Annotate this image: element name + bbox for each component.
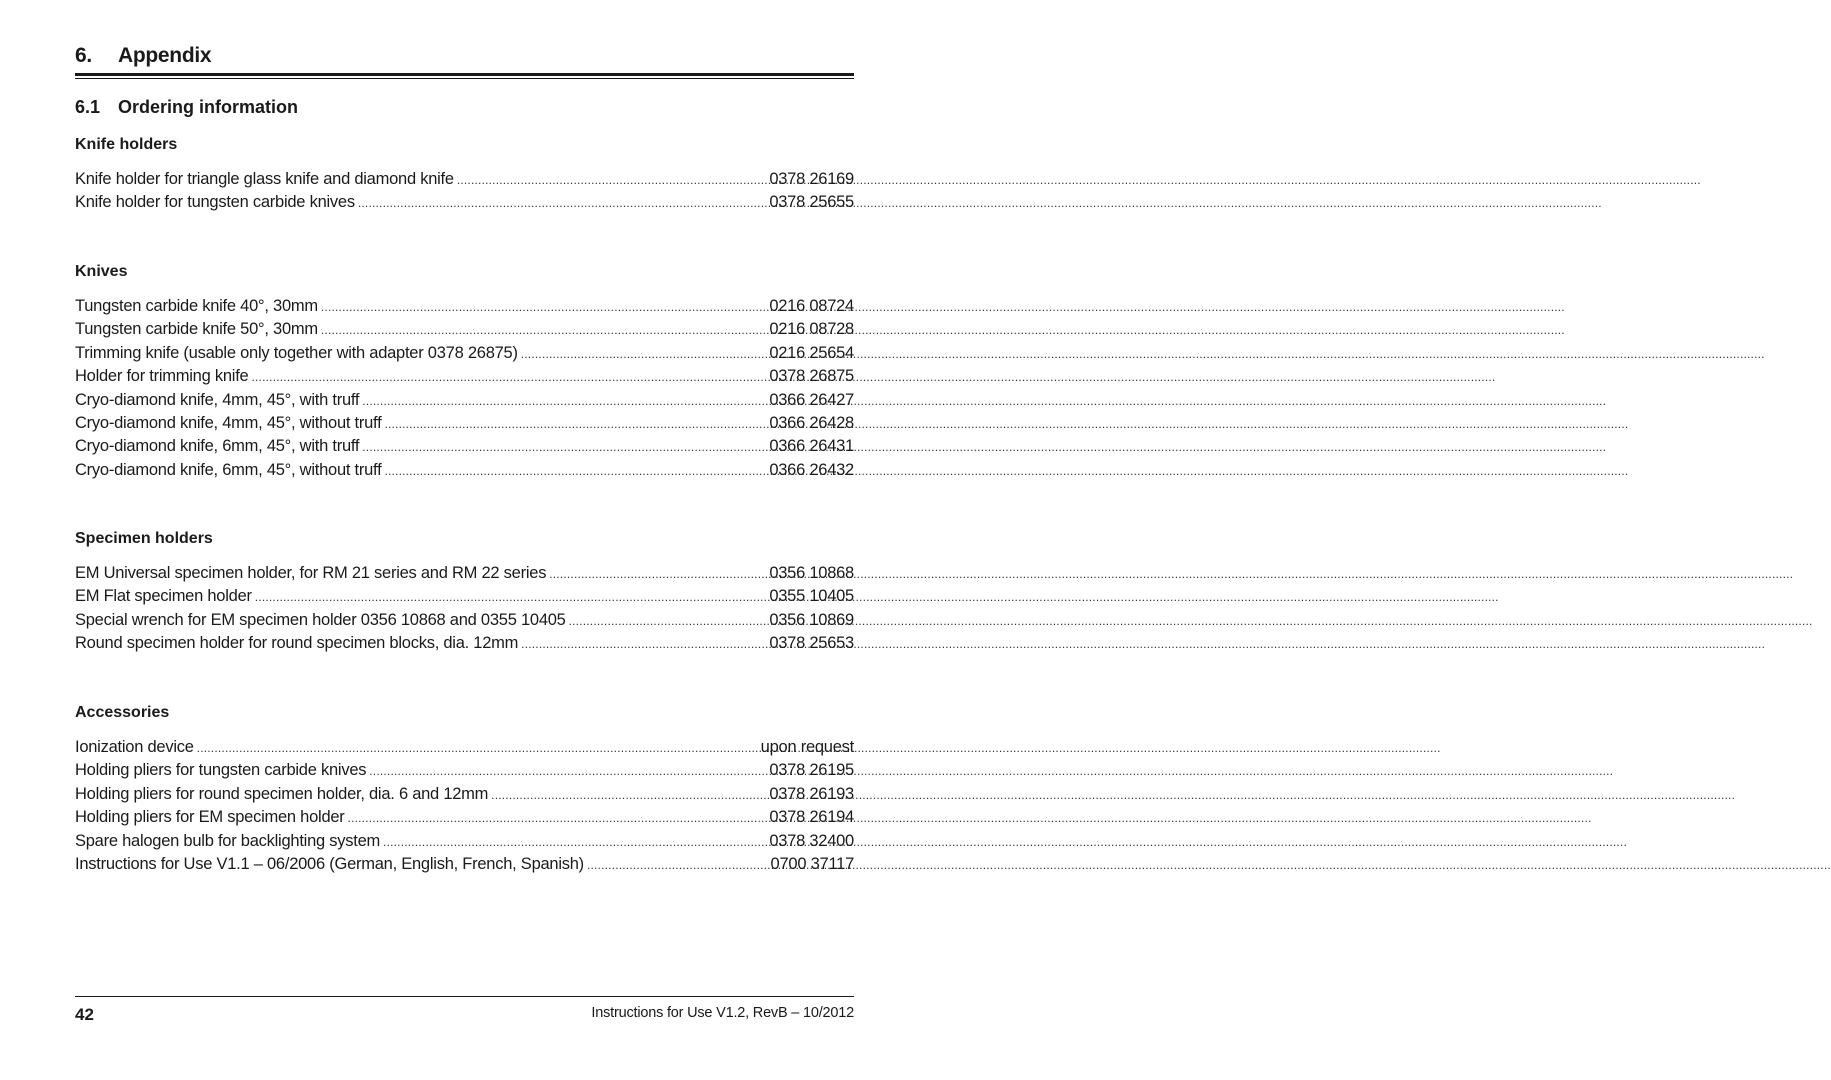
order-row [75, 193, 854, 216]
leader-dots [457, 173, 764, 187]
order-row [75, 785, 854, 808]
group-accessories [75, 704, 854, 878]
chapter-rule-thin [75, 78, 854, 79]
group-specimen-holders [75, 530, 854, 658]
item-description: Trimming knife (usable only together with adapter 0378 26875) [75, 343, 518, 362]
order-number: 0366 26431 [769, 437, 854, 456]
chapter-rule-thick [75, 73, 854, 76]
order-row [75, 634, 854, 657]
chapter-heading [75, 44, 854, 68]
order-row [75, 344, 854, 367]
order-number: 0378 25653 [769, 634, 854, 653]
leader-dots [384, 464, 764, 478]
leader-dots [549, 567, 764, 581]
leader-dots [321, 300, 764, 314]
order-number: 0700 37117 [770, 854, 854, 873]
order-row [75, 367, 854, 390]
item-description: Knife holder for triangle glass knife and diamond knife [75, 170, 454, 188]
leader-dots [321, 323, 764, 337]
footer-document-info: Instructions for Use V1.2, RevB – 10/2012 [591, 1005, 854, 1021]
item-description: EM Flat specimen holder [75, 587, 252, 606]
chapter-number: 6. [75, 44, 92, 67]
order-row [75, 832, 854, 855]
leader-dots [362, 440, 764, 454]
leader-dots [358, 196, 764, 210]
group-title: Accessories [75, 704, 170, 721]
leader-dots [569, 614, 765, 628]
item-description: Instructions for Use V1.1 – 06/2006 (German, English, French, Spanish) [75, 854, 584, 873]
order-row [75, 461, 854, 484]
item-description: Round specimen holder for round specimen blocks, dia. 12mm [75, 634, 519, 653]
item-description: Cryo-diamond knife, 4mm, 45°, without truff [75, 413, 382, 432]
order-row [75, 855, 854, 878]
item-description: Knife holder for tungsten carbide knives [75, 193, 355, 212]
order-number: 0378 26194 [769, 808, 854, 827]
order-number: 0356 10869 [769, 610, 854, 629]
leader-dots [383, 835, 764, 849]
chapter-title: Appendix [118, 44, 212, 67]
order-row [75, 738, 854, 761]
order-number: 0216 08724 [769, 297, 854, 315]
leader-dots [197, 741, 756, 755]
order-number: 0216 25654 [769, 343, 854, 362]
item-description: Holding pliers for round specimen holder, dia. 6 and 12mm [75, 784, 489, 803]
item-description: EM Universal specimen holder, for RM 21 series and RM 22 series [75, 564, 547, 582]
item-description: Holding pliers for tungsten carbide knives [75, 761, 367, 780]
order-number: 0366 26427 [769, 390, 854, 409]
order-row [75, 761, 854, 784]
order-row [75, 564, 854, 587]
leader-dots [491, 788, 764, 802]
page-number: 42 [75, 1005, 94, 1024]
order-row [75, 391, 854, 414]
leader-dots [521, 637, 764, 651]
item-description: Spare halogen bulb for backlighting system [75, 831, 381, 850]
order-number: 0378 25655 [769, 193, 854, 212]
item-description: Tungsten carbide knife 50°, 30mm [75, 320, 318, 339]
leader-dots [587, 858, 766, 872]
leader-dots [521, 347, 765, 361]
group-knives [75, 263, 854, 484]
item-description: Cryo-diamond knife, 6mm, 45°, with truff [75, 437, 360, 456]
item-description: Cryo-diamond knife, 4mm, 45°, with truff [75, 390, 360, 409]
order-number: 0378 32400 [769, 831, 854, 850]
leader-dots [348, 811, 765, 825]
section-title: Ordering information [118, 97, 298, 117]
order-number: 0378 26875 [769, 367, 854, 386]
order-number: 0378 26195 [769, 761, 854, 780]
order-number: 0356 10868 [769, 564, 854, 582]
order-number: 0355 10405 [769, 587, 854, 606]
order-row [75, 808, 854, 831]
group-title: Specimen holders [75, 530, 213, 547]
item-description: Tungsten carbide knife 40°, 30mm [75, 297, 318, 315]
item-description: Holding pliers for EM specimen holder [75, 808, 345, 827]
order-row [75, 611, 854, 634]
order-row [75, 414, 854, 437]
leader-dots [251, 370, 764, 384]
order-row [75, 320, 854, 343]
order-row [75, 297, 854, 320]
order-number: 0216 08728 [769, 320, 854, 339]
footer-rule [75, 996, 854, 997]
leader-dots [362, 394, 764, 408]
item-description: Special wrench for EM specimen holder 0356 10868 and 0355 10405 [75, 610, 566, 629]
item-description: Holder for trimming knife [75, 367, 249, 386]
order-row [75, 587, 854, 610]
group-title: Knife holders [75, 136, 178, 153]
item-description: Ionization device [75, 738, 194, 756]
leader-dots [369, 764, 764, 778]
order-number: 0378 26193 [769, 784, 854, 803]
leader-dots [384, 417, 764, 431]
order-row [75, 437, 854, 460]
order-row [75, 170, 854, 193]
section-number: 6.1 [75, 97, 101, 117]
order-number: upon request [760, 738, 854, 756]
section-heading [75, 97, 298, 118]
group-title: Knives [75, 263, 128, 280]
item-description: Cryo-diamond knife, 6mm, 45°, without truff [75, 460, 382, 479]
order-number: 0366 26428 [769, 413, 854, 432]
order-number: 0378 26169 [769, 170, 854, 188]
group-knife-holders [75, 136, 854, 217]
order-number: 0366 26432 [769, 460, 854, 479]
leader-dots [255, 590, 765, 604]
